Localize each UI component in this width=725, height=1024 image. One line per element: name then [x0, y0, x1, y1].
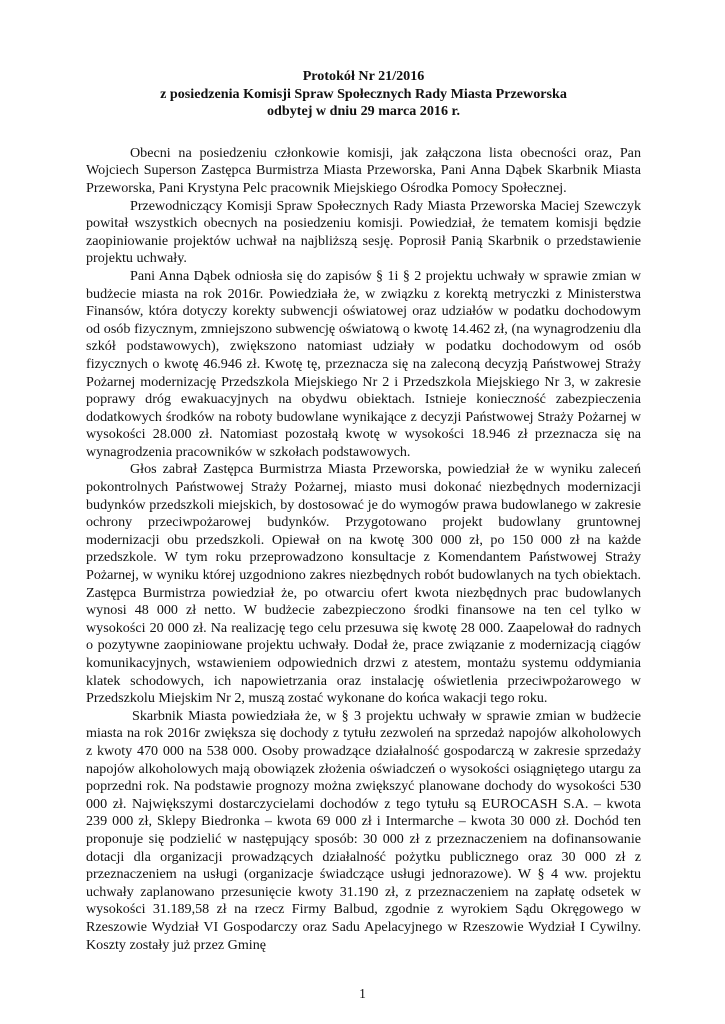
meeting-name: z posiedzenia Komisji Spraw Społecznych Rady Miasta Przeworska [160, 85, 567, 102]
paragraph-attendance: Obecni na posiedzeniu członkowie komisji, jak załączona lista obecności oraz, Pan Wojciech Superson Zastępca Burmistrza Miasta Przeworska, Pani Anna Dąbek Skarbnik Miasta Przeworska, Pani Krystyna Pelc pracownik Miejskiego Ośrodka Pomocy Społecznej. [86, 144, 641, 196]
paragraph-deputy-mayor: Głos zabrał Zastępca Burmistrza Miasta Przeworska, powiedział że w wyniku zaleceń pokontrolnych Państwowej Straży Pożarnej, miasto musi dokonać niezbędnych modernizacji budynków przedszkoli miejskich, by dostosować je do wymogów prawa budowlanego w zakresie ochrony przeciwpożarowej budynków. Przygotowano projekt budowlany gruntownej modernizacji obu przedszkoli. Opiewał on na kwotę 300 000 zł, po 150 000 zł na każde przedszkole. W tym roku przeprowadzono konsultacje z Komendantem Państwowej Straży Pożarnej, w wyniku której uzgodniono zakres niezbędnych robót budowlanych na tych obiektach. Zastępca Burmistrza powiedział że, po otwarciu ofert kwota niezbędnych prac budowlanych wynosi 48 000 zł netto. W budżecie zabezpieczono środki finansowe na ten cel tylko w wysokości 20 000 zł. Na realizację tego celu przesuwa się kwotę 28 000. Zaapelował do radnych o pozytywne zaopiniowane projektu uchwały. Dodał że, prace związanie z modernizacją ciągów komunikacyjnych, wstawieniem odpowiednich drzwi z atestem, montażu systemu oddymiania klatek schodowych, ich napowietrzania oraz instalację oświetlenia przeciwpożarowego w Przedszkolu Miejskim Nr 2, muszą zostać wykonane do końca wakacji tego roku. [86, 461, 641, 707]
document-title [86, 68, 641, 121]
document-page [86, 68, 641, 954]
page-number: 1 [359, 986, 366, 1001]
paragraph-alcohol-revenue: Skarbnik Miasta powiedziała że, w § 3 projektu uchwały w sprawie zmian w budżecie miasta na rok 2016r zwiększa się dochody z tytułu zezwoleń na sprzedaż napojów alkoholowych z kwoty 470 000 na 538 000. Osoby prowadzące działalność gospodarczą w zakresie sprzedaży napojów alkoholowych mają obowiązek złożenia oświadczeń o wysokości osiągniętego utargu za poprzedni rok. Na podstawie prognozy można zwiększyć planowane dochody do wysokości 530 000 zł. Największymi dostarczycielami dochodów z tego tytułu są EUROCASH S.A. – kwota 239 000 zł, Sklepy Biedronka – kwota 69 000 zł i Intermarche – kwota 30 000 zł. Dochód ten proponuje się podzielić w następujący sposób: 30 000 zł z przeznaczeniem na dofinansowanie dotacji dla organizacji prowadzących działalność pożytku publicznego oraz 30 000 zł z przeznaczeniem na usługi (organizacje świadczące usługi jednorazowe). W § 4 ww. projektu uchwały zaplanowano przesunięcie kwoty 31.190 zł, z przeznaczeniem na zapłatę odsetek w wysokości 31.189,58 zł na rzecz Firmy Balbud, zgodnie z wyrokiem Sądu Okręgowego w Rzeszowie Wydział VI Gospodarczy oraz Sadu Apelacyjnego w Rzeszowie Wydział I Cywilny. Koszty zostały już przez Gminę [86, 707, 641, 953]
meeting-date: odbytej w dniu 29 marca 2016 r. [266, 103, 461, 120]
protocol-number: Protokół Nr 21/2016 [302, 68, 425, 84]
paragraph-treasurer-budget: Pani Anna Dąbek odniosła się do zapisów § 1i § 2 projektu uchwały w sprawie zmian w budżecie miasta na rok 2016r. Powiedziała że, w związku z korektą metryczki z Ministerstwa Finansów, która dotyczy korekty subwencji oświatowej oraz udziałów w podatku dochodowym od osób fizycznym, zmniejszono subwencję oświatową o kwotę 14.462 zł, (na wynagrodzeniu dla szkół podstawowych), zwiększono natomiast udziały w podatku dochodowym od osób fizycznych o kwotę 46.946 zł. Kwotę tę, przeznacza się na zaleconą decyzją Państwowej Straży Pożarnej modernizację Przedszkola Miejskiego Nr 2 i Przedszkola Miejskiego Nr 3, w zakresie poprawy dróg ewakuacyjnych na obydwu obiektach. Istnieje konieczność zabezpieczenia dodatkowych środków na roboty budowlane wynikające z decyzji Państwowej Straży Pożarnej w wysokości 28.000 zł. Natomiast pozostałą kwotę w wysokości 18.946 zł przeznacza się na wynagrodzenia pracowników w szkołach podstawowych. [86, 267, 641, 460]
document-body [86, 145, 641, 954]
paragraph-opening: Przewodniczący Komisji Spraw Społecznych Rady Miasta Przeworska Maciej Szewczyk powitał wszystkich obecnych na posiedzeniu komisji. Powiedział, że tematem komisji będzie zaopiniowanie projektów uchwał na najbliższą sesję. Poprosił Panią Skarbnik o przedstawienie projektu uchwały. [86, 197, 641, 267]
